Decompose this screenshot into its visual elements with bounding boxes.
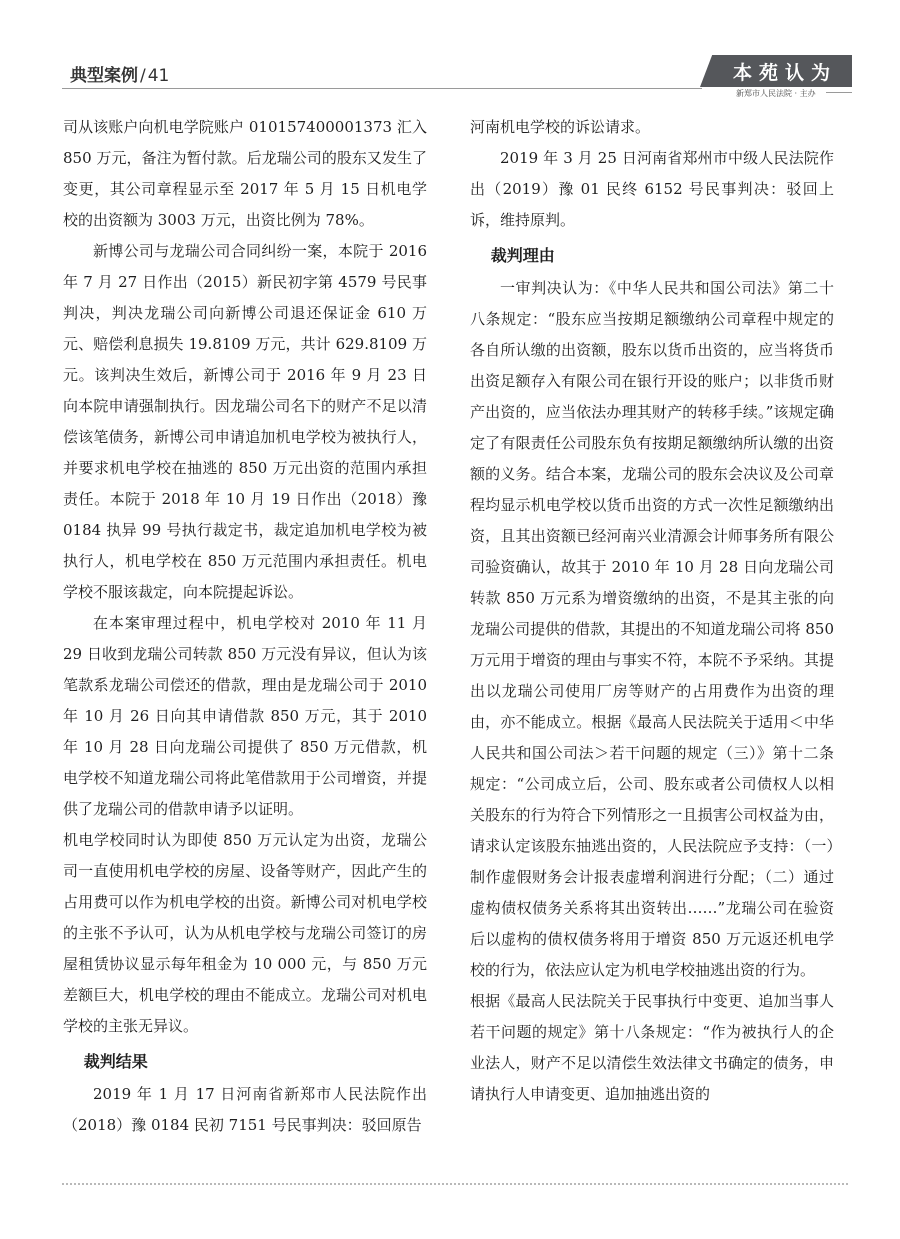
right-column [470, 112, 834, 1110]
page-header [0, 0, 900, 110]
body-paragraph: 2019 年 3 月 25 日河南省郑州市中级人民法院作出（2019）豫 01 民终 6152 号民事判决：驳回上诉，维持原判。 [470, 149, 834, 229]
running-head [70, 61, 169, 86]
body-paragraph: 新博公司与龙瑞公司合同纠纷一案，本院于 2016 年 7 月 27 日作出（2015）新民初字第 4579 号民事判决，判决龙瑞公司向新博公司退还保证金 610 万元、赔偿利息损失 19.8109 万元，共计 629.8109 万元。该判决生效后，新博公司于 2016 年 9 月 23 日向本院申请强制执行。因龙瑞公司名下的财产不足以清偿该笔债务，新博公司申请追加机电学校为被执行人，并要求机电学校在抽逃的 850 万元出资的范围内承担责任。本院于 2018 年 10 月 19 日作出（2018）豫 0184 执异 99 号执行裁定书，裁定追加机电学校为被执行人，机电学校在 850 万元范围内承担责任。机电学校不服该裁定，向本院提起诉讼。 [63, 242, 427, 601]
header-rule-right [826, 92, 852, 93]
section-heading-reason: 裁判理由 [490, 246, 555, 265]
section-title: 典型案例 [70, 66, 138, 86]
body-paragraph: 司从该账户向机电学院账户 010157400001373 汇入 850 万元，备注为暂付款。后龙瑞公司的股东又发生了变更，其公司章程显示至 2017 年 5 月 15 日机电学校的出资额为 3003 万元，出资比例为 78%。 [63, 118, 427, 229]
body-paragraph: 在本案审理过程中，机电学校对 2010 年 11 月 29 日收到龙瑞公司转款 850 万元没有异议，但认为该笔款系龙瑞公司偿还的借款，理由是龙瑞公司于 2010 年 10 月 26 日向其申请借款 850 万元，其于 2010 年 10 月 28 日向龙瑞公司提供了 850 万元借款，机电学校不知道龙瑞公司将此笔借款用于公司增资，并提供了龙瑞公司的借款申请予以证明。 [63, 614, 427, 818]
body-paragraph: 一审判决认为：《中华人民共和国公司法》第二十八条规定：“股东应当按期足额缴纳公司章程中规定的各自所认缴的出资额，股东以货币出资的，应当将货币出资足额存入有限公司在银行开设的账户；以非货币财产出资的，应当依法办理其财产的转移手续。”该规定确定了有限责任公司股东负有按期足额缴纳所认缴的出资额的义务。结合本案，龙瑞公司的股东会决议及公司章程均显示机电学校以货币出资的方式一次性足额缴纳出资，且其出资额已经河南兴业清源会计师事务所有限公司验资确认，故其于 2010 年 10 月 28 日向龙瑞公司转款 850 万元系为增资缴纳的出资，不是其主张的向龙瑞公司提供的借款，其提出的不知道龙瑞公司将 850 万元用于增资的理由与事实不符，本院不予采纳。其提出以龙瑞公司使用厂房等财产的占用费作为出资的理由，亦不能成立。根据《最高人民法院关于适用＜中华人民共和国公司法＞若干问题的规定（三）》第十二条规定：“公司成立后，公司、股东或者公司债权人以相关股东的行为符合下列情形之一且损害公司权益为由，请求认定该股东抽逃出资的，人民法院应予支持：（一）制作虚假财务会计报表虚增利润进行分配；（二）通过虚构债权债务关系将其出资转出……”龙瑞公司在验资后以虚构的债权债务将用于增资 850 万元返还机电学校的行为，依法应认定为机电学校抽逃出资的行为。 [470, 279, 834, 979]
header-separator: / [140, 66, 146, 86]
body-paragraph: 2019 年 1 月 17 日河南省新郑市人民法院作出（2018）豫 0184 民初 7151 号民事判决：驳回原告 [63, 1085, 427, 1134]
body-paragraph: 机电学校同时认为即使 850 万元认定为出资，龙瑞公司一直使用机电学校的房屋、设备等财产，因此产生的占用费可以作为机电学校的出资。新博公司对机电学校的主张不予认可，认为从机电学校与龙瑞公司签订的房屋租赁协议显示每年租金为 10 000 元，与 850 万元差额巨大，机电学校的理由不能成立。龙瑞公司对机电学校的主张无异议。 [63, 831, 427, 1035]
left-column [63, 112, 427, 1141]
column-banner-title: 本苑认为 [732, 62, 837, 84]
footer-rule [62, 1183, 848, 1185]
section-heading-result: 裁判结果 [83, 1052, 148, 1071]
header-rule [62, 88, 702, 89]
column-banner-subtitle: 新郑市人民法院 · 主办 [736, 89, 816, 98]
body-paragraph: 河南机电学校的诉讼请求。 [470, 118, 651, 136]
page-number: 41 [147, 66, 170, 86]
body-paragraph: 根据《最高人民法院关于民事执行中变更、追加当事人若干问题的规定》第十八条规定：“作为被执行人的企业法人，财产不足以清偿生效法律文书确定的债务，申请执行人申请变更、追加抽逃出资的 [470, 992, 834, 1103]
